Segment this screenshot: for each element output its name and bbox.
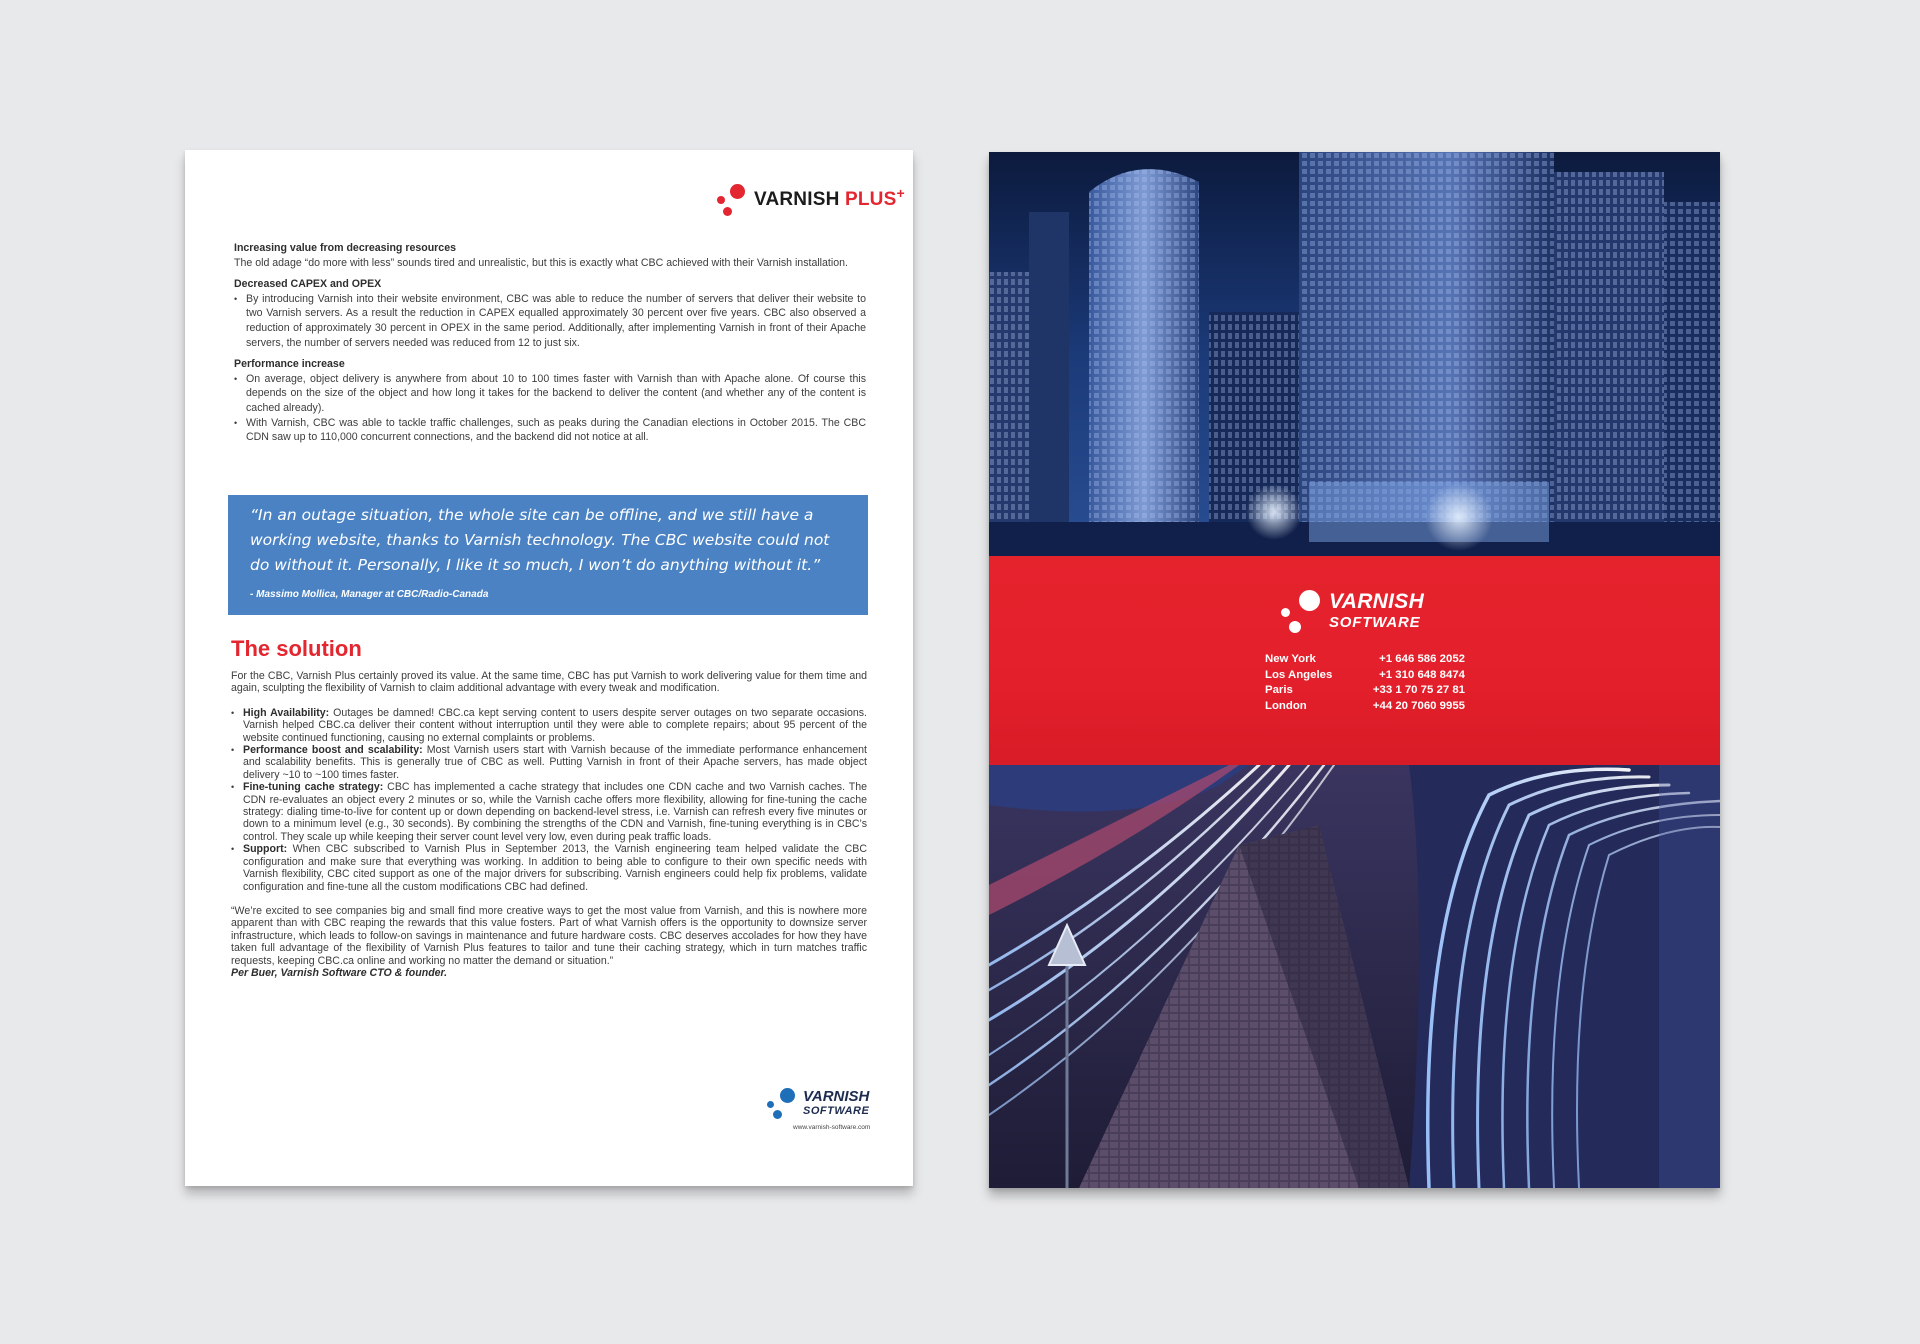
logo-dot-medium [767, 1101, 774, 1108]
office-city: New York [1265, 653, 1316, 665]
heading-increasing-value: Increasing value from decreasing resources [234, 242, 456, 254]
logo-line-2: SOFTWARE [1329, 614, 1421, 631]
closing-signoff: Per Buer, Varnish Software CTO & founder. [231, 966, 448, 979]
light-trails-photo [989, 765, 1720, 1188]
bullet-text: When CBC subscribed to Varnish Plus in September 2013, the Varnish engineering team helped validate the CBC configuration and make sure that everything was working. In addition to being able to configure to their own specific needs with Varnish flexibility, CBC cited support as one of the major drivers for subscribing. Varnish engineers could help fix problems, validate configuration and fine-tune all the custom modifications CBC had defined. [243, 843, 867, 893]
testimonial-text: “In an outage situation, the whole site can be offline, and we still have a working website, thanks to Varnish technology. The CBC website could not do without it. Personally, I like it so much, I won’t do anything without it.” [250, 506, 830, 574]
bullet-lead: Support: [243, 843, 288, 856]
list-item: • On average, object delivery is anywhere from about 10 to 100 times faster with Varnish than with Apache alone. Of course this depends on the size of the object and how long it takes for the backend to deliver the content (and whether any of the content is cached already). [234, 372, 866, 416]
bullet-text: Outages be damned! CBC.ca kept serving content to users despite server outages on two separate occasions. Varnish helped CBC.ca deliver their content without interruption until they were able to complete repairs; about 95 percent of the website continued functioning, causing no external complaints or problems. [243, 706, 868, 744]
solution-bullet-list [231, 707, 867, 893]
office-phone: +1 646 586 2052 [1379, 653, 1465, 665]
list-item: • With Varnish, CBC was able to tackle traffic challenges, such as peaks during the Canadian elections in October 2015. The CBC CDN saw up to 110,000 concurrent connections, and the backend did not notice at all. [234, 416, 866, 445]
office-contacts [1265, 652, 1465, 714]
logo-dot-large [780, 1088, 795, 1103]
logo-dot-small [1289, 621, 1301, 633]
office-phone: +1 310 648 8474 [1379, 668, 1465, 681]
list-item [231, 843, 867, 893]
bullet-lead: High Availability: [243, 706, 330, 719]
solution-section [231, 670, 867, 979]
logo-dot-large [1299, 590, 1320, 611]
office-phone: +33 1 70 75 27 81 [1372, 684, 1465, 697]
logo-dot-medium [1281, 608, 1290, 617]
bullet-text: Most Varnish users start with Varnish because of the immediate performance enhancement and scalability benefits. This is generally true of CBC as well. Putting Varnish in front of their Apache servers, has made object delivery ~10 to ~100 times faster. [243, 744, 867, 781]
office-row [1265, 683, 1465, 699]
varnish-software-logo [1271, 586, 1451, 646]
heading-performance-increase: Performance increase [234, 358, 345, 371]
bullet-lead: Performance boost and scalability: [243, 744, 423, 757]
testimonial-author: - Massimo Mollica, Manager at CBC/Radio-Canada [250, 589, 489, 600]
capex-bullet-list [234, 292, 866, 350]
solution-intro: For the CBC, Varnish Plus certainly proved its value. At the same time, CBC has put Varnish to work delivering value for them time and again, sculpting the flexibility of Varnish to claim additional advantage with every tweak and modification. [231, 670, 867, 695]
office-city: Paris [1265, 684, 1293, 697]
list-item: • By introducing Varnish into their website environment, CBC was able to reduce the number of servers that deliver their website to two Varnish servers. As a result the reduction in CAPEX equalled approximately 30 percent over five years. CBC also observed a reduction of approximately 30 percent in OPEX in the same period. Additionally, after implementing Varnish in front of their Apache servers, the number of servers needed was reduced from 12 to just six. [234, 292, 866, 350]
office-row [1265, 652, 1465, 668]
office-city: London [1265, 699, 1307, 712]
performance-bullet-list [234, 372, 866, 445]
website-url: www.varnish-software.com [793, 1124, 871, 1131]
logo-line-2: SOFTWARE [803, 1105, 870, 1117]
bullet-lead: Fine-tuning cache strategy: [243, 781, 384, 794]
office-city: Los Angeles [1265, 668, 1333, 681]
logo-dot-medium [717, 196, 725, 204]
heading-capex-opex: Decreased CAPEX and OPEX [234, 278, 382, 291]
office-row [1265, 699, 1465, 715]
logo-wordmark: VARNISH PLUS+ [754, 185, 905, 210]
logo-line-1: VARNISH [1329, 590, 1425, 613]
list-item [231, 707, 867, 744]
closing-quote: “We’re excited to see companies big and small find more creative ways to get the most value from Varnish, and this is nowhere more apparent than with CBC reaping the rewards that this value fosters. Part of what Varnish offers is the opportunity to downsize server infrastructure, which leads to follow-on savings in maintenance and future hardware costs. CBC deserves accolades for how they have taken full advantage of the flexibility of Varnish Plus features to tailor and tune their caching strategy, which in turn matches traffic requests, keeping CBC.ca online and working no matter the demand or situation.” [231, 904, 867, 967]
logo-line-1: VARNISH [803, 1088, 870, 1105]
brochure-inner-page [185, 150, 913, 1186]
varnish-software-footer-logo [763, 1085, 883, 1145]
logo-dot-small [723, 207, 732, 216]
paragraph-increasing-value: The old adage “do more with less” sounds tired and unrealistic, but this is exactly what CBC achieved with their Varnish installation. [234, 256, 848, 269]
solution-heading: The solution [231, 636, 362, 661]
office-row [1265, 668, 1465, 684]
bullet-text: CBC has implemented a cache strategy that includes one CDN cache and two Varnish caches. The CDN re-evaluates an object every 2 minutes or so, while the Varnish cache offers more flexibility, allowing for fine-tuning the cache strategy: dialing time-to-live for content up or down depending on backend-level stress, i.e. Varnish can refresh every five minutes or down to a minimum level (e.g., 30 seconds). By combining the strengths of the CDN and Varnish, fine-tuning everything is in CBC’s control. They scale up while keeping their server count level very low, even during peak traffic loads. [243, 781, 867, 843]
list-item [231, 744, 867, 781]
brochure-back-cover [989, 152, 1720, 1188]
skyscrapers-photo [989, 152, 1720, 556]
logo-dot-large [730, 184, 745, 199]
varnish-plus-logo [710, 180, 905, 222]
office-phone: +44 20 7060 9955 [1372, 699, 1465, 712]
results-section [234, 241, 866, 445]
testimonial-quote-box [228, 495, 868, 615]
logo-dot-small [773, 1110, 782, 1119]
list-item [231, 781, 867, 843]
